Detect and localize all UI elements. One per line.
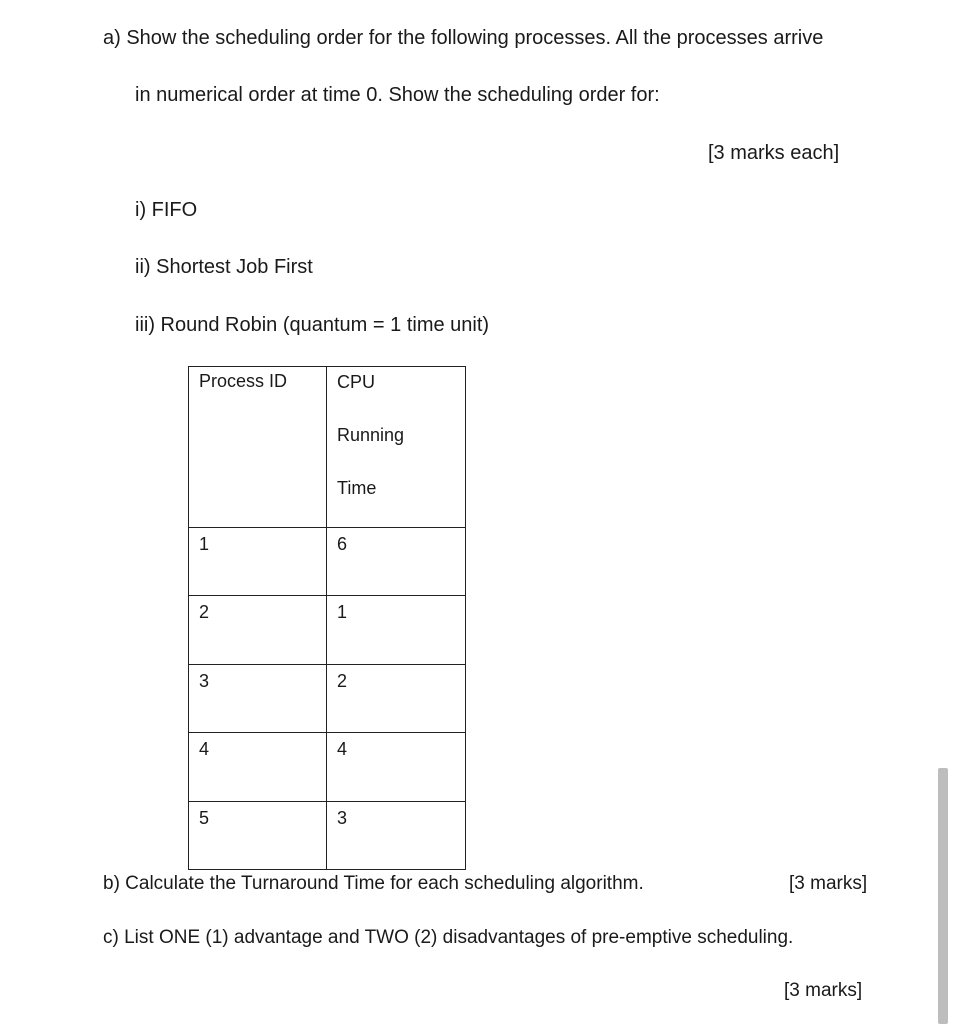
question-c-marks: [3 marks]: [784, 980, 863, 1001]
option-sjf: ii) Shortest Job First: [135, 256, 313, 278]
header-cpu-line2: Running: [337, 425, 405, 445]
time-cell: [327, 733, 466, 802]
header-process-id: [189, 367, 327, 528]
pid-cell: [189, 665, 327, 733]
pid-value: 5: [199, 808, 210, 828]
process-table: [188, 366, 466, 870]
time-value: 4: [337, 739, 348, 759]
pid-cell: [189, 528, 327, 596]
pid-value: 1: [199, 534, 210, 554]
time-cell: [327, 665, 466, 733]
table-header-row: [189, 367, 466, 528]
table-row: [189, 528, 466, 596]
header-process-id-label: Process ID: [199, 371, 288, 391]
pid-value: 3: [199, 671, 210, 691]
question-a-line1: a) Show the scheduling order for the following processes. All the processes arrive: [103, 27, 824, 49]
question-b-text: b) Calculate the Turnaround Time for each scheduling algorithm.: [103, 873, 644, 894]
header-cpu-line3: Time: [337, 478, 377, 498]
header-cpu-running-time: [327, 367, 466, 528]
pid-cell: [189, 733, 327, 802]
pid-value: 2: [199, 602, 210, 622]
time-cell: [327, 528, 466, 596]
pid-cell: [189, 596, 327, 665]
time-cell: [327, 802, 466, 870]
question-c-text: c) List ONE (1) advantage and TWO (2) disadvantages of pre-emptive scheduling.: [103, 927, 794, 948]
time-cell: [327, 596, 466, 665]
table-row: [189, 733, 466, 802]
question-a-marks: [3 marks each]: [708, 142, 840, 164]
table-row: [189, 665, 466, 733]
header-cpu-line1: CPU: [337, 372, 376, 392]
time-value: 2: [337, 671, 348, 691]
question-b-marks: [3 marks]: [789, 873, 868, 894]
option-round-robin: iii) Round Robin (quantum = 1 time unit): [135, 314, 490, 336]
time-value: 6: [337, 534, 348, 554]
table-row: [189, 596, 466, 665]
pid-cell: [189, 802, 327, 870]
table-row: [189, 802, 466, 870]
question-a-line2: in numerical order at time 0. Show the scheduling order for:: [135, 84, 660, 106]
option-fifo: i) FIFO: [135, 199, 198, 221]
time-value: 3: [337, 808, 348, 828]
scrollbar[interactable]: [938, 768, 948, 1024]
pid-value: 4: [199, 739, 210, 759]
time-value: 1: [337, 602, 348, 622]
